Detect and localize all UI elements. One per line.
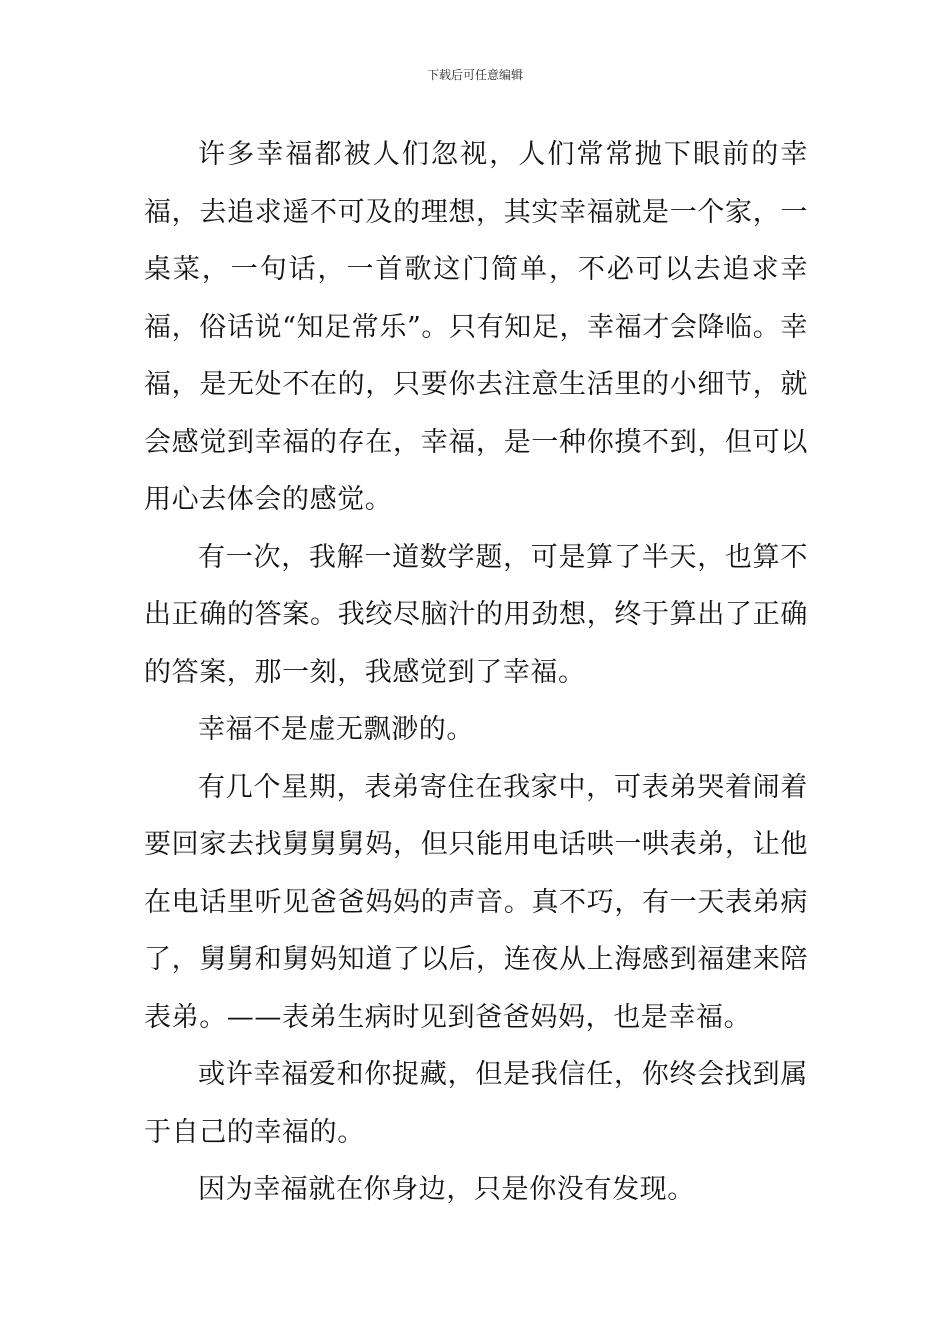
paragraph-6: 因为幸福就在你身边，只是你没有发现。 bbox=[198, 1174, 695, 1205]
paragraph-5: 或许幸福爱和你捉藏，但是我信任，你终会找到属于自己的幸福的。 bbox=[144, 1059, 808, 1148]
document-body bbox=[144, 126, 808, 1219]
paragraph-3: 幸福不是虚无飘渺的。 bbox=[198, 714, 474, 745]
paragraph-1: 许多幸福都被人们忽视，人们常常抛下眼前的幸福，去追求遥不可及的理想，其实幸福就是一个家，一桌菜，一句话，一首歌这门简单，不必可以去追求幸福，俗话说“知足常乐”。只有知足，幸福才会降临。幸福，是无处不在的，只要你去注意生活里的小细节，就会感觉到幸福的存在，幸福，是一种你摸不到，但可以用心去体会的感觉。 bbox=[144, 139, 808, 515]
page-header: 下载后可任意编辑 bbox=[426, 68, 523, 82]
paragraph-2: 有一次，我解一道数学题，可是算了半天，也算不出正确的答案。我绞尽脑汁的用劲想，终于算出了正确的答案，那一刻，我感觉到了幸福。 bbox=[144, 541, 808, 688]
paragraph-4: 有几个星期，表弟寄住在我家中，可表弟哭着闹着要回家去找舅舅舅妈，但只能用电话哄一哄表弟，让他在电话里听见爸爸妈妈的声音。真不巧，有一天表弟病了，舅舅和舅妈知道了以后，连夜从上海感到福建来陪表弟。——表弟生病时见到爸爸妈妈，也是幸福。 bbox=[144, 771, 808, 1033]
